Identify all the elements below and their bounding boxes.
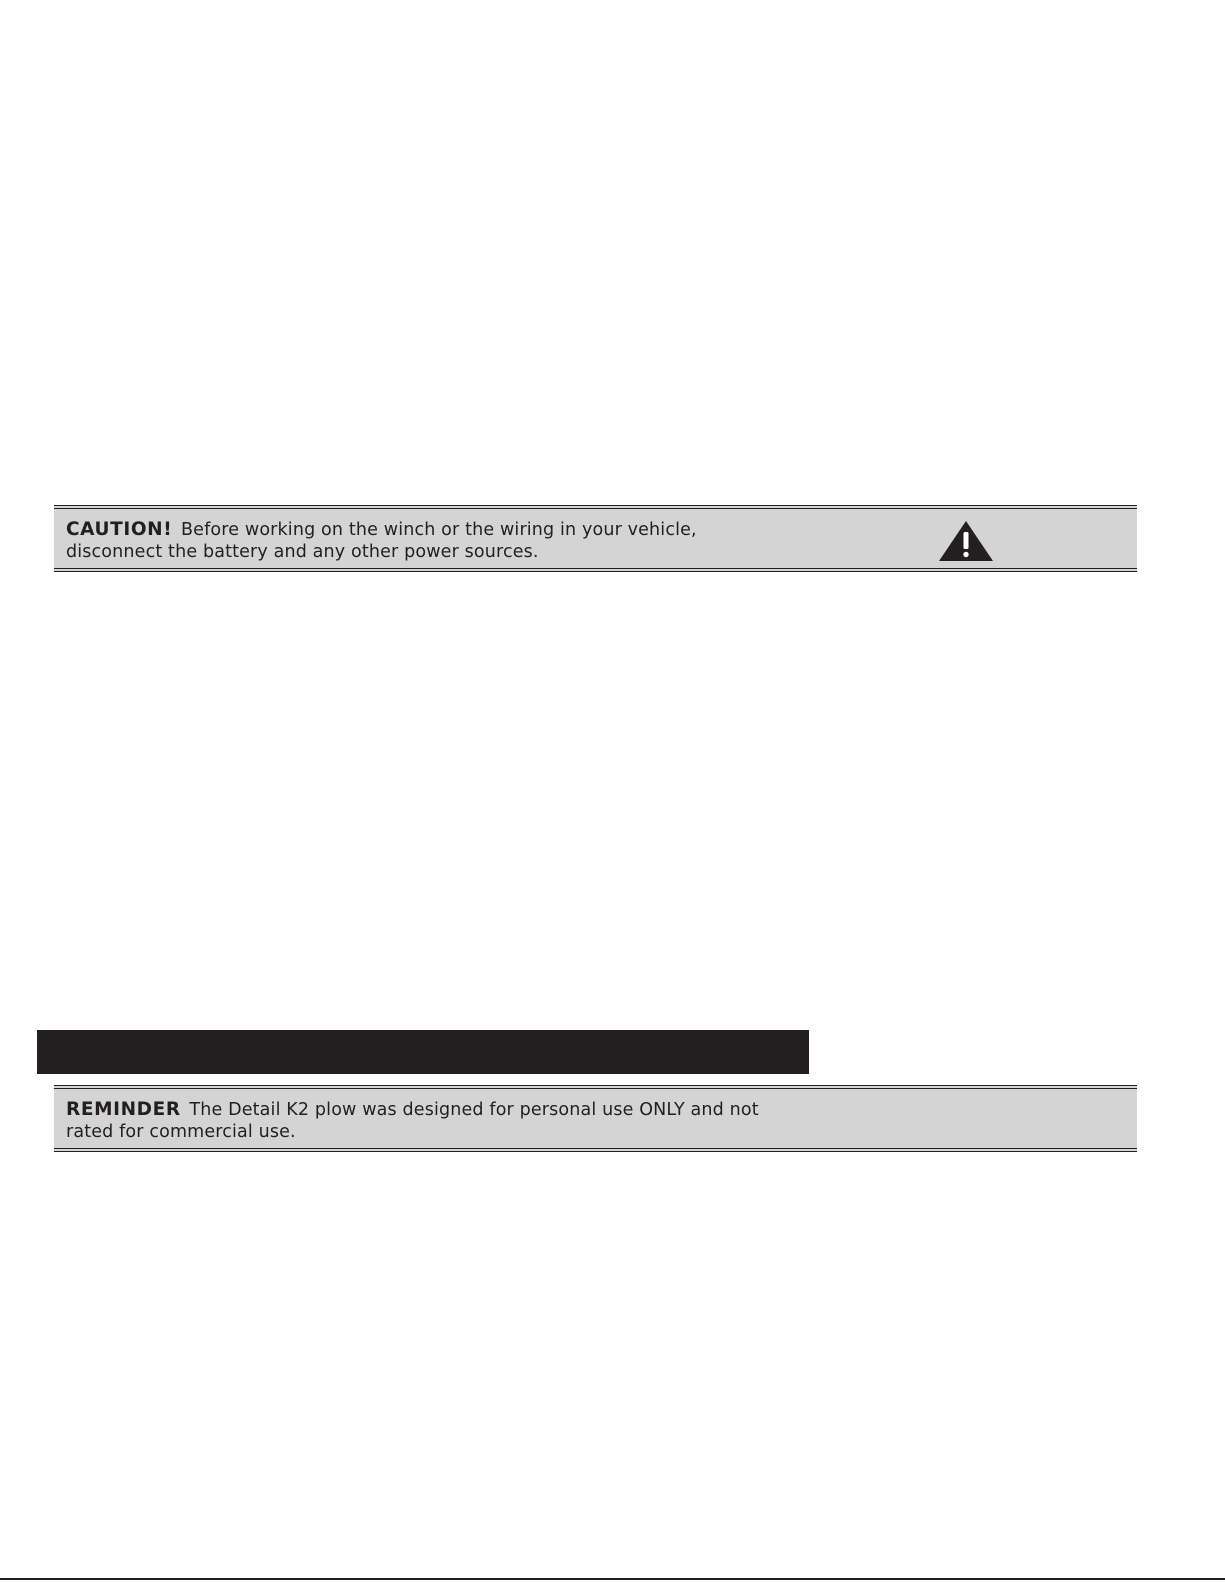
reminder-notice: [54, 1085, 1137, 1152]
reminder-text-block: [66, 1099, 786, 1143]
reminder-label: REMINDER: [66, 1099, 181, 1120]
caution-label: CAUTION!: [66, 519, 173, 540]
page-bottom-rule: [0, 1578, 1225, 1580]
section-heading-bar: [37, 1030, 809, 1074]
caution-text-block: [66, 519, 786, 563]
caution-notice: [54, 505, 1137, 572]
warning-triangle-icon: [938, 520, 994, 562]
caution-message: Before working on the winch or the wiring in your vehicle, disconnect the battery and any other power sources.: [66, 520, 697, 562]
reminder-message: The Detail K2 plow was designed for personal use ONLY and not rated for commercial use.: [66, 1100, 759, 1142]
